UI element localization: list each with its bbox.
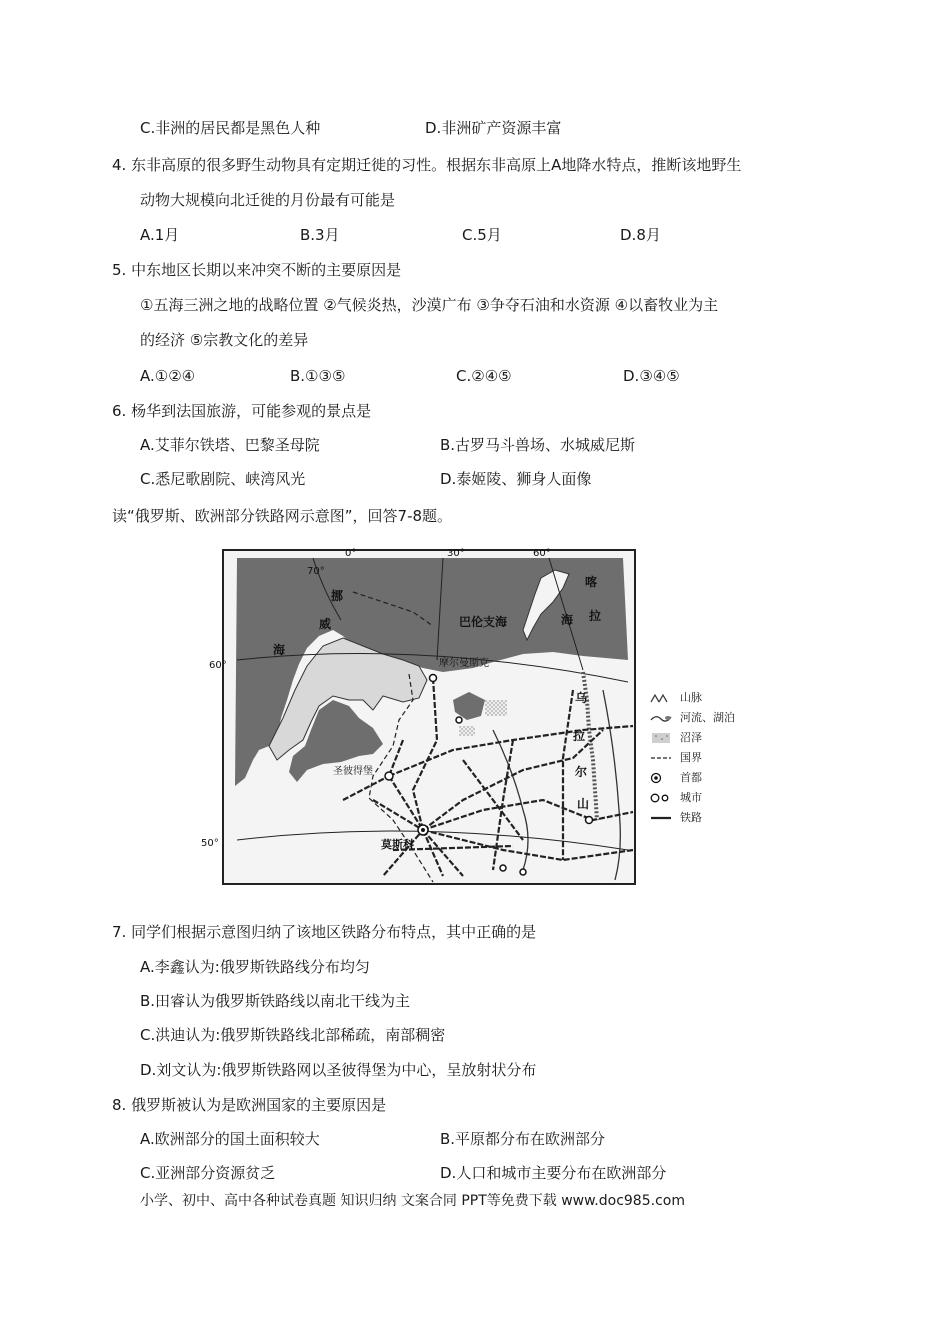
- q6-stem: 6. 杨华到法国旅游，可能参观的景点是: [112, 402, 372, 420]
- ural-label: 拉: [573, 729, 586, 743]
- lat-label-60: 60°: [209, 660, 227, 671]
- q8-option-a: A.欧洲部分的国土面积较大: [140, 1130, 320, 1148]
- city-marker: [456, 717, 462, 723]
- railway-icon: [650, 811, 672, 825]
- q4-option-d: D.8月: [620, 226, 661, 244]
- river-icon: [650, 711, 672, 725]
- capital-icon: [650, 771, 672, 785]
- q6-option-b: B.古罗马斗兽场、水城威尼斯: [440, 436, 636, 454]
- map-legend: [650, 688, 750, 828]
- legend-item-border: 国界: [650, 748, 750, 768]
- q7-option-c: C.洪迪认为:俄罗斯铁路线北部稀疏，南部稠密: [140, 1026, 446, 1044]
- moscow-capital-dot: [421, 828, 425, 832]
- kara-sea-label: 海: [561, 613, 574, 627]
- q7-option-a: A.李鑫认为:俄罗斯铁路线分布均匀: [140, 958, 370, 976]
- lon-label-60: 60°: [533, 548, 551, 559]
- q5-option-c: C.②④⑤: [456, 367, 512, 385]
- q8-stem: 8. 俄罗斯被认为是欧洲国家的主要原因是: [112, 1096, 387, 1114]
- lat-label-70: 70°: [307, 566, 325, 577]
- q5-option-a: A.①②④: [140, 367, 196, 385]
- q3-option-d: D.非洲矿产资源丰富: [425, 119, 562, 137]
- swamp-icon: [650, 731, 672, 745]
- q5-option-d: D.③④⑤: [623, 367, 680, 385]
- q3-option-c: C.非洲的居民都是黑色人种: [140, 119, 321, 137]
- q5-items-line1: ①五海三洲之地的战略位置 ②气候炎热，沙漠广布 ③争夺石油和水资源 ④以畜牧业为主: [140, 296, 719, 314]
- lon-label-30: 30°: [447, 548, 465, 559]
- moscow-label: 莫斯科: [381, 838, 414, 851]
- ural-label: 乌: [575, 691, 588, 705]
- q7-option-d: D.刘文认为:俄罗斯铁路网以圣彼得堡为中心，呈放射状分布: [140, 1061, 537, 1079]
- norwegian-sea-label: 挪: [331, 589, 344, 603]
- q6-option-d: D.泰姬陵、狮身人面像: [440, 470, 592, 488]
- q6-option-c: C.悉尼歌剧院、峡湾风光: [140, 470, 306, 488]
- city-marker: [500, 865, 506, 871]
- border-icon: [650, 751, 672, 765]
- map-intro: 读“俄罗斯、欧洲部分铁路网示意图”，回答7-8题。: [112, 507, 453, 525]
- barents-sea-label: 巴伦支海: [459, 615, 508, 629]
- q8-option-b: B.平原都分布在欧洲部分: [440, 1130, 606, 1148]
- swamp-patch: [459, 726, 475, 736]
- city-marker: [520, 869, 526, 875]
- railway-map: [201, 548, 635, 884]
- ural-label: 尔: [575, 765, 588, 779]
- stpetersburg-label: 圣彼得堡: [333, 766, 373, 777]
- q5-option-b: B.①③⑤: [290, 367, 346, 385]
- legend-item-capital: 首都: [650, 768, 750, 788]
- page-footer: 小学、初中、高中各种试卷真题 知识归纳 文案合同 PPT等免费下载 www.doc985.com: [140, 1193, 685, 1209]
- legend-item-rivers: 河流、湖泊: [650, 708, 750, 728]
- q7-option-b: B.田睿认为俄罗斯铁路线以南北干线为主: [140, 992, 411, 1010]
- norwegian-sea-label: 威: [319, 617, 332, 631]
- kara-sea-label: 拉: [589, 609, 602, 623]
- lon-label-0: 0°: [345, 548, 357, 559]
- q5-stem: 5. 中东地区长期以来冲突不断的主要原因是: [112, 261, 402, 279]
- q4-stem-line1: 4. 东非高原的很多野生动物具有定期迁徙的习性。根据东非高原上A地降水特点，推断该地野生: [112, 156, 742, 174]
- q8-option-d: D.人口和城市主要分布在欧洲部分: [440, 1164, 667, 1182]
- city-icon: [650, 791, 672, 805]
- q4-option-b: B.3月: [300, 226, 340, 244]
- legend-item-railway: 铁路: [650, 808, 750, 828]
- mountain-icon: [650, 691, 672, 705]
- q4-stem-line2: 动物大规模向北迁徙的月份最有可能是: [140, 191, 396, 209]
- kara-sea-label: 喀: [585, 575, 598, 589]
- swamp-patch: [485, 700, 507, 716]
- q4-option-a: A.1月: [140, 226, 180, 244]
- q6-option-a: A.艾菲尔铁塔、巴黎圣母院: [140, 436, 320, 454]
- ural-label: 山: [577, 797, 590, 811]
- q8-option-c: C.亚洲部分资源贫乏: [140, 1164, 276, 1182]
- legend-item-city: 城市: [650, 788, 750, 808]
- q5-items-line2: 的经济 ⑤宗教文化的差异: [140, 331, 309, 349]
- legend-item-swamp: 沼泽: [650, 728, 750, 748]
- legend-item-mountains: 山脉: [650, 688, 750, 708]
- lat-label-50: 50°: [201, 838, 219, 849]
- murmansk-label: 摩尔曼斯克: [439, 658, 489, 669]
- norwegian-sea-label: 海: [273, 643, 286, 657]
- city-marker: [586, 817, 593, 824]
- stpetersburg-city-marker: [385, 772, 393, 780]
- q4-option-c: C.5月: [462, 226, 502, 244]
- murmansk-city-marker: [430, 675, 437, 682]
- q7-stem: 7. 同学们根据示意图归纳了该地区铁路分布特点，其中正确的是: [112, 923, 537, 941]
